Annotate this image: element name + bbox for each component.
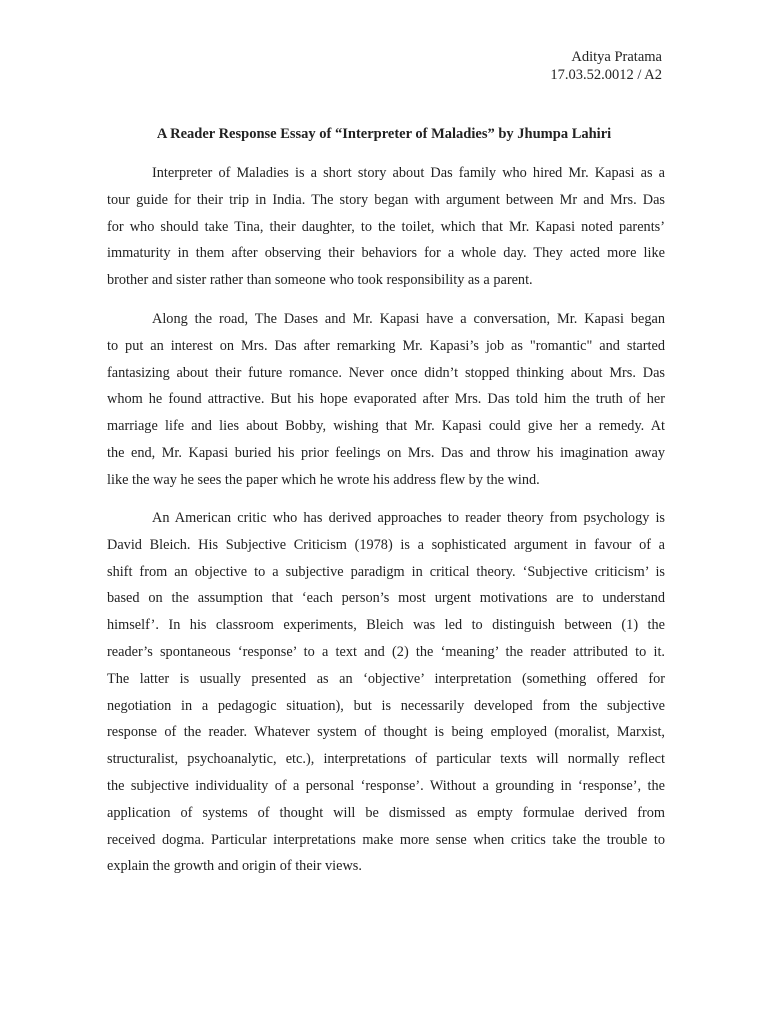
text-line: explain the growth and origin of their views. <box>107 858 362 875</box>
paragraph-3 <box>107 505 665 880</box>
text-line: marriage life and lies about Bobby, wishing that Mr. Kapasi could give her a remedy. At <box>107 418 665 435</box>
paragraph-1 <box>107 160 665 294</box>
text-line: to put an interest on Mrs. Das after remarking Mr. Kapasi’s job as "romantic" and started <box>107 337 665 354</box>
text-line: received dogma. Particular interpretations make more sense when critics take the trouble to <box>107 831 665 848</box>
text-line: negotiation in a pedagogic situation), but is necessarily developed from the subjective <box>107 697 665 714</box>
text-line: tour guide for their trip in India. The story began with argument between Mr and Mrs. Das <box>107 191 665 208</box>
text-line: like the way he sees the paper which he wrote his address flew by the wind. <box>107 471 540 488</box>
text-line: The latter is usually presented as an ‘objective’ interpretation (something offered for <box>107 670 665 687</box>
text-line: response of the reader. Whatever system of thought is being employed (moralist, Marxist, <box>107 724 665 741</box>
essay-title: A Reader Response Essay of “Interpreter of Maladies” by Jhumpa Lahiri <box>156 126 612 142</box>
student-id: 17.03.52.0012 / A2 <box>550 67 662 83</box>
text-line: An American critic who has derived approaches to reader theory from psychology is <box>152 510 665 526</box>
text-line: brother and sister rather than someone who took responsibility as a parent. <box>107 272 533 289</box>
text-line: reader’s spontaneous ‘response’ to a text and (2) the ‘meaning’ the reader attributed to it. <box>107 643 665 660</box>
text-line: based on the assumption that ‘each person’s most urgent motivations are to understand <box>107 590 665 607</box>
text-line: for who should take Tina, their daughter, to the toilet, which that Mr. Kapasi noted parents’ <box>107 218 665 235</box>
text-line: structuralist, psychoanalytic, etc.), interpretations of particular texts will normally reflect <box>107 751 665 768</box>
text-line: Interpreter of Maladies is a short story about Das family who hired Mr. Kapasi as a <box>152 165 665 181</box>
text-line: Along the road, The Dases and Mr. Kapasi have a conversation, Mr. Kapasi began <box>152 311 665 327</box>
text-line: shift from an objective to a subjective paradigm in critical theory. ‘Subjective criticism’ is <box>107 563 665 580</box>
text-line: whom he found attractive. But his hope evaporated after Mrs. Das told him the truth of her <box>107 391 665 408</box>
text-line: himself’. In his classroom experiments, Bleich was led to distinguish between (1) the <box>107 617 665 634</box>
text-line: the end, Mr. Kapasi buried his prior feelings on Mrs. Das and throw his imagination away <box>107 444 665 461</box>
text-line: the subjective individuality of a personal ‘response’. Without a grounding in ‘response’, the <box>107 777 665 794</box>
text-line: David Bleich. His Subjective Criticism (1978) is a sophisticated argument in favour of a <box>107 536 665 553</box>
text-line: fantasizing about their future romance. Never once didn’t stopped thinking about Mrs. Das <box>107 364 665 381</box>
paragraph-2 <box>107 306 665 494</box>
text-line: application of systems of thought will be dismissed as empty formulae derived from <box>107 804 665 821</box>
text-line: immaturity in them after observing their behaviors for a whole day. They acted more like <box>107 245 665 262</box>
author-name: Aditya Pratama <box>571 49 662 65</box>
